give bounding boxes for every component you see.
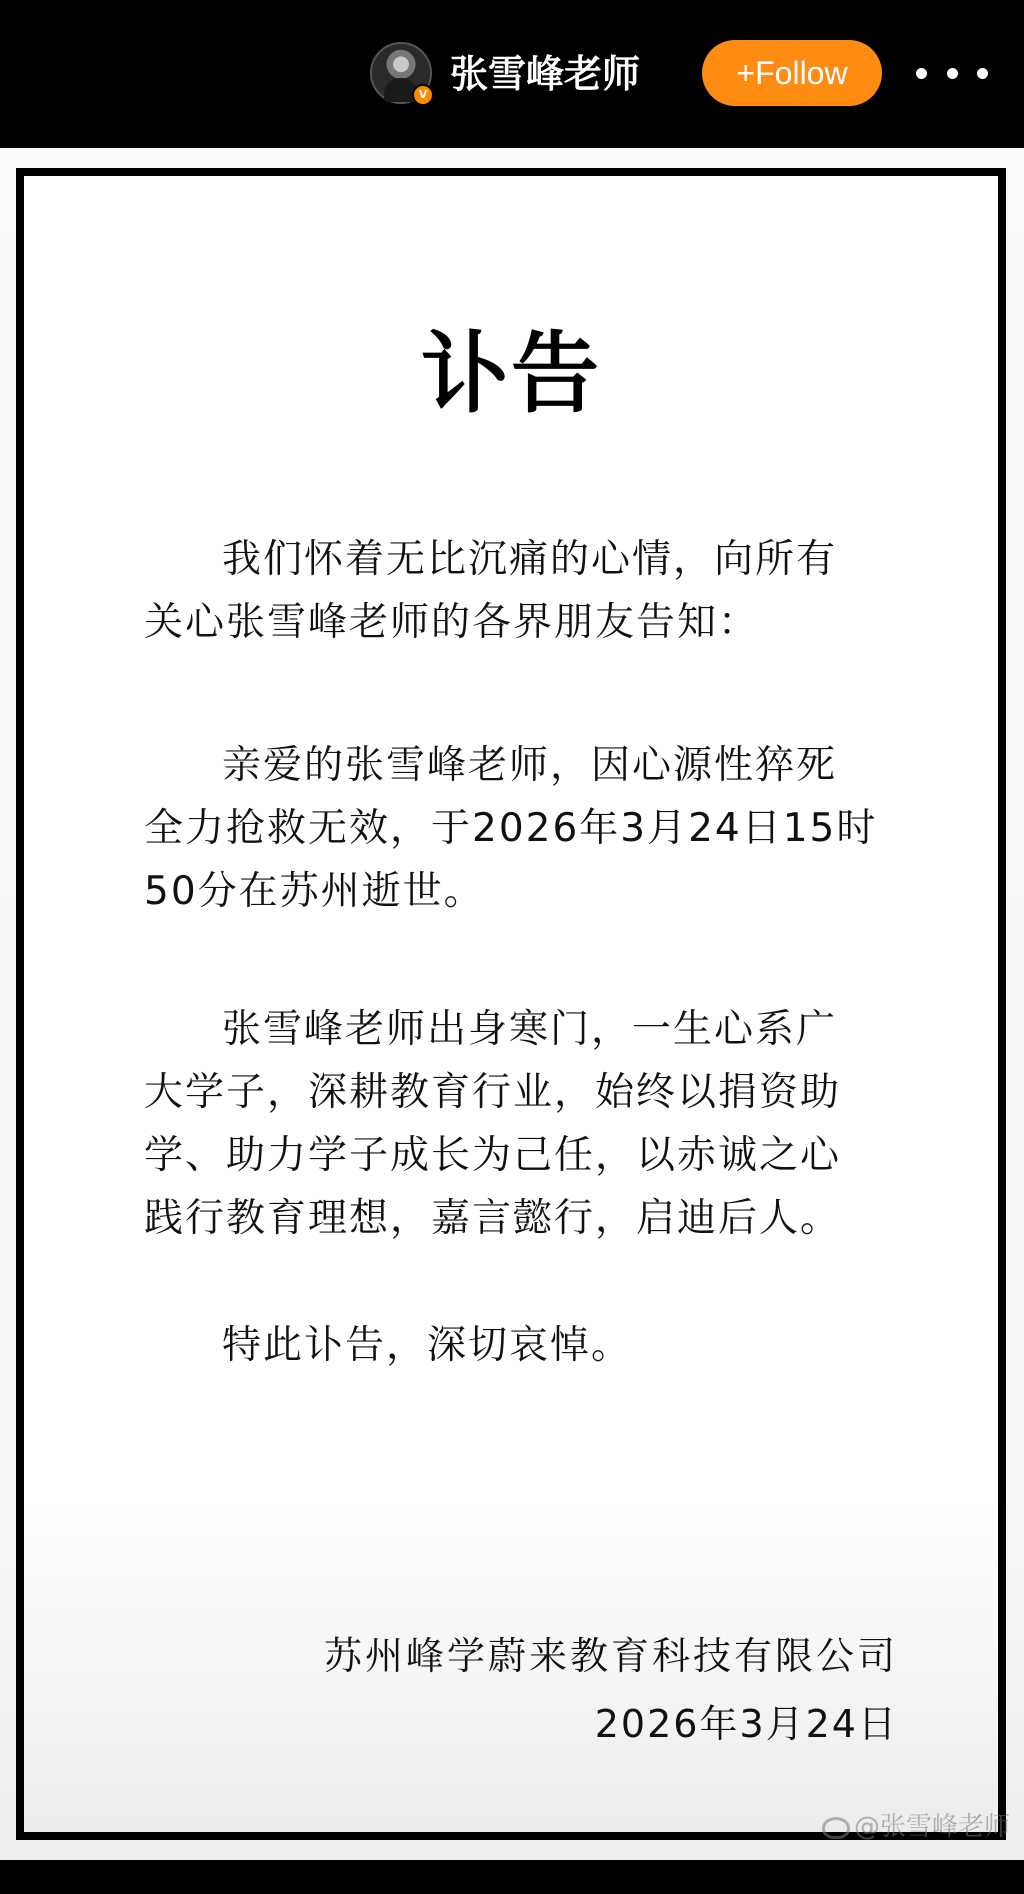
more-horizontal-icon	[947, 68, 958, 79]
more-horizontal-icon	[977, 68, 988, 79]
paragraph-line: 特此讣告，深切哀悼。	[222, 1323, 633, 1368]
watermark	[822, 1806, 1010, 1843]
paragraph-line: 我们怀着无比沉痛的心情，向所有	[222, 537, 838, 582]
notice-paragraph-4	[144, 1314, 924, 1377]
paragraph-line: 践行教育理想，嘉言懿行，启迪后人。	[144, 1196, 842, 1241]
company-name: 苏州峰学蔚来教育科技有限公司	[323, 1634, 898, 1678]
paragraph-line: 张雪峰老师出身寒门，一生心系广	[222, 1007, 838, 1052]
more-options-button[interactable]	[916, 56, 988, 90]
follow-button[interactable]: +Follow	[702, 40, 882, 106]
notice-paragraph-2	[144, 734, 924, 923]
weibo-icon	[822, 1817, 850, 1839]
more-horizontal-icon	[916, 68, 927, 79]
watermark-text: @张雪峰老师	[853, 1812, 1010, 1842]
notice-paragraph-3	[144, 998, 924, 1250]
top-navigation-bar	[0, 0, 1024, 148]
paragraph-line: 亲爱的张雪峰老师，因心源性猝死	[222, 743, 838, 788]
notice-frame	[16, 168, 1006, 1840]
paragraph-line: 全力抢救无效，于2026年3月24日15时	[144, 806, 878, 851]
paragraph-line: 50分在苏州逝世。	[144, 869, 485, 914]
paragraph-line: 学、助力学子成长为己任，以赤诚之心	[144, 1133, 842, 1178]
paragraph-line: 关心张雪峰老师的各界朋友告知：	[144, 600, 760, 645]
verified-badge-icon: V	[412, 84, 434, 106]
notice-image[interactable]	[0, 148, 1024, 1860]
bottom-bar	[0, 1860, 1024, 1894]
notice-date: 2026年3月24日	[594, 1702, 898, 1746]
username[interactable]: 张雪峰老师	[450, 52, 641, 96]
notice-paragraph-1	[144, 528, 924, 654]
paragraph-line: 大学子，深耕教育行业，始终以捐资助	[144, 1070, 842, 1115]
notice-title: 讣告	[420, 322, 601, 425]
